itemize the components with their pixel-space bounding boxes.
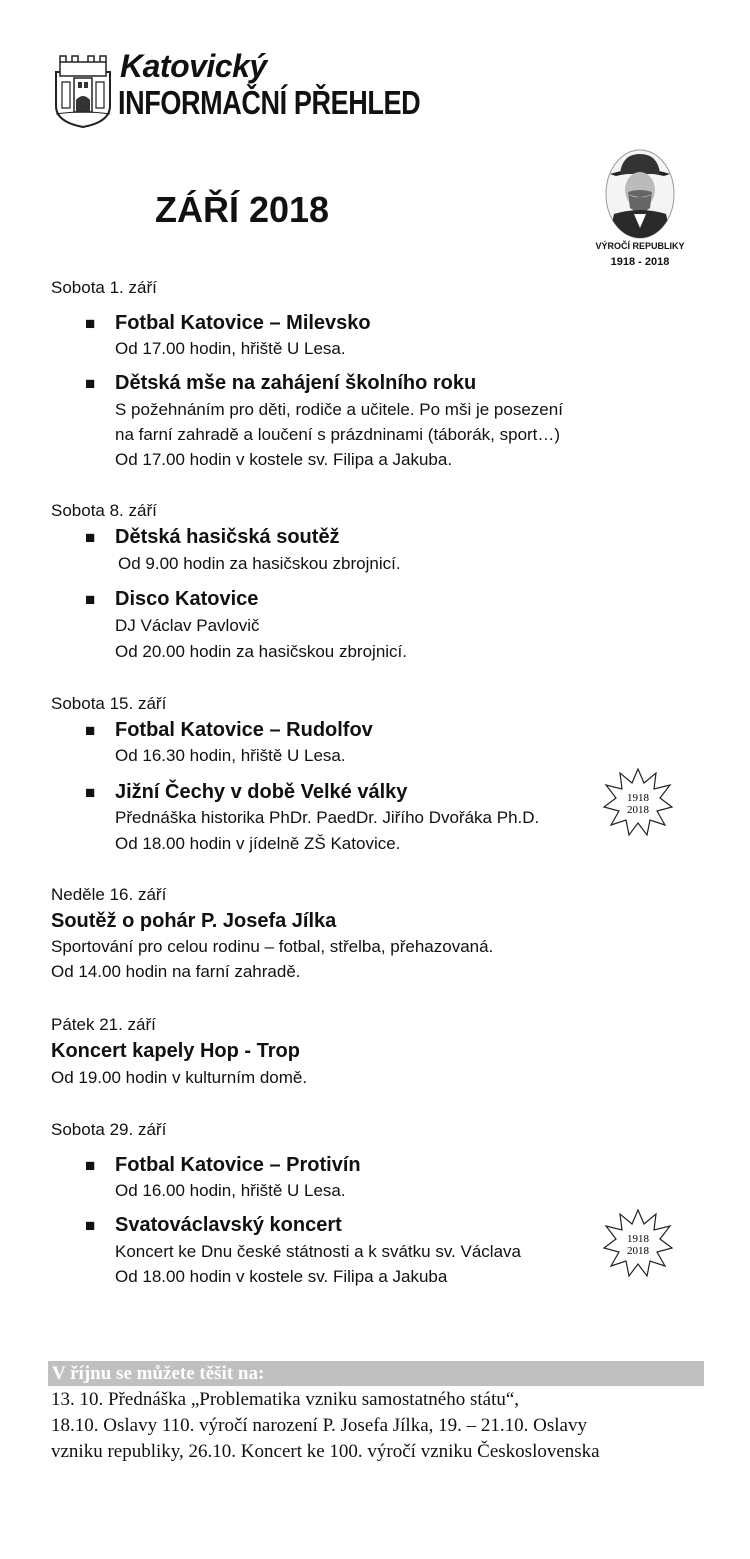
portrait-icon — [604, 148, 676, 240]
event-title: Soutěž o pohár P. Josefa Jílka — [51, 910, 337, 932]
badge-year-2: 2018 — [627, 804, 649, 816]
event-detail: DJ Václav Pavlovič — [115, 616, 260, 635]
coming-soon-line: 18.10. Oslavy 110. výročí narození P. Josefa Jílka, 19. – 21.10. Oslavy — [51, 1415, 587, 1436]
badge-year-1: 1918 — [627, 792, 649, 804]
event-detail: Sportování pro celou rodinu – fotbal, střelba, přehazovaná. — [51, 937, 494, 956]
event-detail: Koncert ke Dnu české státnosti a k svátku sv. Václava — [115, 1242, 521, 1261]
event-title: Koncert kapely Hop - Trop — [51, 1040, 300, 1062]
event-title: Dětská hasičská soutěž — [115, 526, 340, 548]
day-label: Neděle 16. září — [51, 885, 167, 904]
event-detail: Od 16.00 hodin, hřiště U Lesa. — [115, 1181, 346, 1200]
town-crest-icon — [52, 52, 114, 128]
event-title: Fotbal Katovice – Protivín — [115, 1154, 361, 1176]
event-detail: Přednáška historika PhDr. PaedDr. Jiřího Dvořáka Ph.D. — [115, 808, 540, 827]
badge-year-1: 1918 — [627, 1233, 649, 1245]
square-bullet-icon: ■ — [85, 590, 96, 609]
square-bullet-icon: ■ — [85, 1216, 96, 1235]
event-detail: Od 17.00 hodin v kostele sv. Filipa a Jakuba. — [115, 450, 453, 469]
day-label: Sobota 8. září — [51, 501, 157, 520]
starburst-badge-icon — [603, 767, 673, 837]
brand-title: Katovický — [120, 48, 267, 84]
event-detail: Od 18.00 hodin v kostele sv. Filipa a Jakuba — [115, 1267, 448, 1286]
event-detail: Od 17.00 hodin, hřiště U Lesa. — [115, 339, 346, 358]
square-bullet-icon: ■ — [85, 1156, 96, 1175]
event-detail: S požehnáním pro děti, rodiče a učitele. Po mši je posezení — [115, 400, 563, 419]
starburst-badge-icon — [603, 1208, 673, 1278]
coming-soon-line: vzniku republiky, 26.10. Koncert ke 100. výročí vzniku Československa — [51, 1441, 600, 1462]
event-detail: Od 19.00 hodin v kulturním domě. — [51, 1068, 308, 1087]
day-label: Sobota 1. září — [51, 278, 157, 297]
event-detail: Od 20.00 hodin za hasičskou zbrojnicí. — [115, 642, 408, 661]
brand-subtitle: INFORMAČNÍ PŘEHLED — [118, 84, 421, 121]
event-detail: Od 14.00 hodin na farní zahradě. — [51, 962, 301, 981]
coming-soon-line: 13. 10. Přednáška „Problematika vzniku samostatného státu“, — [51, 1389, 520, 1410]
event-detail: Od 9.00 hodin za hasičskou zbrojnicí. — [118, 554, 401, 573]
event-detail: na farní zahradě a loučení s prázdninami (táborák, sport…) — [115, 425, 561, 444]
anniversary-years: 1918 - 2018 — [610, 256, 670, 268]
event-title: Disco Katovice — [115, 588, 259, 610]
page-title: ZÁŘÍ 2018 — [155, 189, 330, 230]
day-label: Sobota 29. září — [51, 1120, 167, 1139]
day-label: Pátek 21. září — [51, 1015, 156, 1034]
coming-soon-heading: V říjnu se můžete těšit na: — [52, 1363, 265, 1384]
event-title: Jižní Čechy v době Velké války — [115, 781, 408, 803]
square-bullet-icon: ■ — [85, 528, 96, 547]
event-title: Fotbal Katovice – Milevsko — [115, 312, 371, 334]
event-title: Fotbal Katovice – Rudolfov — [115, 719, 373, 741]
square-bullet-icon: ■ — [85, 374, 96, 393]
square-bullet-icon: ■ — [85, 314, 96, 333]
event-detail: Od 16.30 hodin, hřiště U Lesa. — [115, 746, 346, 765]
badge-year-2: 2018 — [627, 1245, 649, 1257]
anniversary-label: VÝROČÍ REPUBLIKY — [595, 241, 685, 251]
event-title: Dětská mše na zahájení školního roku — [115, 372, 477, 394]
day-label: Sobota 15. září — [51, 694, 167, 713]
event-detail: Od 18.00 hodin v jídelně ZŠ Katovice. — [115, 834, 401, 853]
square-bullet-icon: ■ — [85, 783, 96, 802]
square-bullet-icon: ■ — [85, 721, 96, 740]
event-title: Svatováclavský koncert — [115, 1214, 342, 1236]
